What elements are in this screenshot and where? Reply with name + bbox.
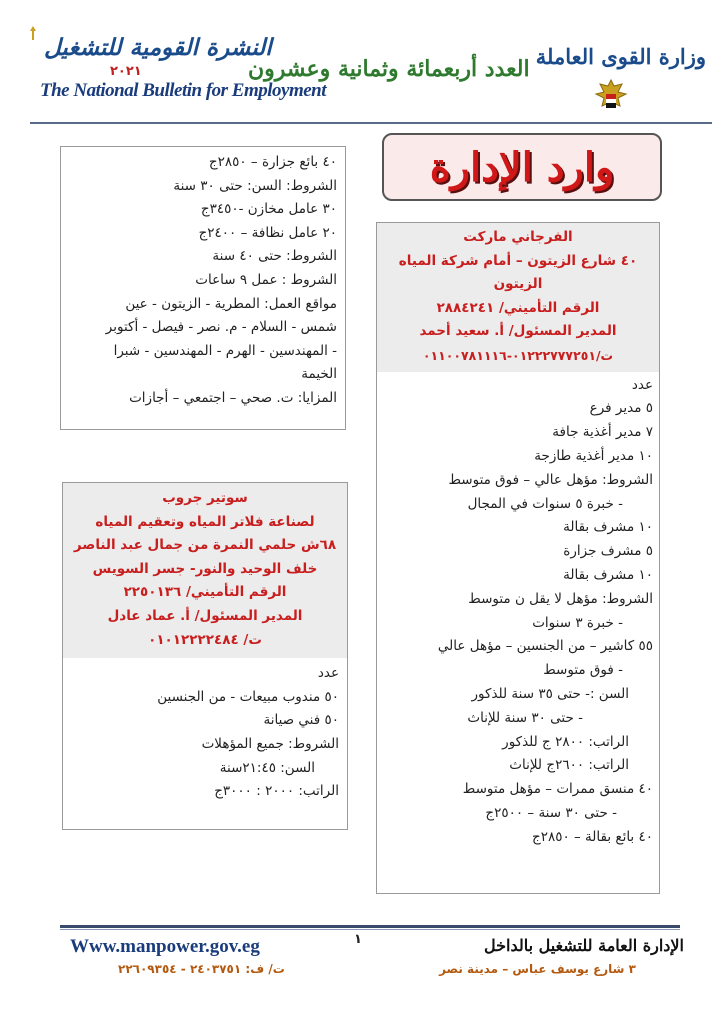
responsible-manager: المدير المسئول/ أ. سعيد أحمد [419,323,617,340]
bulletin-arabic-title: النشرة القومية للتشغيل [44,34,272,61]
department-name: الإدارة العامة للتشغيل بالداخل [483,936,684,955]
count-label: عدد [317,665,339,682]
job-line: ٥٠ فني صيانة [263,712,339,729]
company-phone: ت/ ٠١٠١٢٢٢٢٤٨٤ [148,631,262,648]
job-line: الخيمة [301,366,337,383]
job-line: ٢٠ عامل نظافة – ٢٤٠٠ج [198,224,337,241]
company-phone: ت/٠١٢٢٢٧٧٧٢٥١-٠١١٠٠٧٨١١١٦ [422,347,614,363]
department-phone: ت/ ف: ٢٤٠٣٧٥١ - ٢٢٦٠٩٣٥٤ [118,962,285,976]
job-lines [61,147,345,411]
job-line: الراتب: ٢٨٠٠ ج للذكور [502,733,629,750]
job-line: ٤٠ بائع بقالة – ٢٨٥٠ج [531,828,653,845]
header-divider [30,122,712,124]
website-link[interactable]: Www.manpower.gov.eg [70,936,260,957]
department-address: ٣ شارع يوسف عباس – مدينة نصر [439,962,636,976]
job-line: ١٠ مدير أغذية طازجة [534,447,653,464]
bulletin-year: ٢٠٢١ [110,64,142,79]
insurance-number: الرقم التأميني/ ٢٢٥٠١٣٦ [123,584,287,601]
job-line: ٤٠ منسق ممرات – مؤهل متوسط [462,781,653,798]
job-line: ٥ مدير فرع [589,400,653,417]
footer-divider [60,925,680,928]
footer-divider-thin [60,929,680,930]
job-line: ٥ مشرف جزارة [563,543,653,560]
job-line: المزايا: ت. صحي – اجتمعي – أجازات [129,389,337,406]
job-line: ٣٠ عامل مخازن -٣٤٥٠ج [200,201,337,218]
job-line: ١٠ مشرف بقالة [563,519,653,536]
job-line: الشروط: مؤهل عالي – فوق متوسط [448,471,653,488]
company-address: ٦٨ش حلمي النمرة من جمال عبد الناصر [73,537,337,554]
job-line: السن: ٢١:٤٥سنة [219,759,315,776]
eagle-emblem-icon [594,78,628,118]
ministry-name: وزارة القوى العاملة [535,44,706,69]
insurance-number: الرقم التأميني/ ٢٨٨٤٢٤١ [436,299,600,316]
company-info [63,483,347,658]
responsible-manager: المدير المسئول/ أ. عماد عادل [107,607,303,624]
job-line: ٧ مدير أغذية جافة [552,424,653,441]
count-label: عدد [631,376,653,393]
job-line: - خبرة ٥ سنوات في المجال [467,495,623,512]
job-line: الشروط: جميع المؤهلات [201,735,339,752]
job-line: الراتب: ٢٦٠٠ج للإناث [509,757,629,774]
job-line: شمس - السلام - م. نصر - فيصل - أكتوبر [105,319,337,336]
job-lines [377,372,659,850]
company-address: الزيتون [493,276,543,293]
section-title-box [382,133,662,201]
job-line: الراتب: ٢٠٠٠ : ٣٠٠٠ج [214,783,339,800]
job-line: الشروط: السن: حتى ٣٠ سنة [173,177,337,194]
job-lines [63,658,347,804]
job-line: السن :- حتى ٣٥ سنة للذكور [471,685,629,702]
job-line: - حتى ٣٠ سنة – ٢٥٠٠ج [485,804,617,821]
job-line: - خبرة ٣ سنوات [532,614,623,631]
job-line: الشروط : عمل ٩ ساعات [195,271,337,288]
job-box-fargani-market [376,222,660,894]
company-name: الفرجاني ماركت [463,229,573,245]
company-name: سوتير جروب [162,490,248,506]
job-line: الشروط: حتى ٤٠ سنة [212,248,337,265]
job-line: - حتى ٣٠ سنة للإناث [467,709,583,726]
job-line: مواقع العمل: المطرية - الزيتون - عين [125,295,337,312]
torch-icon [28,26,38,40]
job-line: ١٠ مشرف بقالة [563,566,653,583]
job-box-butchery [60,146,346,430]
job-box-sotir-group [62,482,348,830]
job-line: ٥٠ مندوب مبيعات - من الجنسين [157,688,339,705]
section-title: وارد الإدارة [429,143,615,191]
job-line: - فوق متوسط [543,662,623,679]
bulletin-english-title: The National Bulletin for Employment [40,80,327,101]
company-address: ٤٠ شارع الزيتون – أمام شركة المياه [398,252,638,269]
job-line: - المهندسين - الهرم - المهندسين - شبرا [113,342,337,359]
page-header [0,0,720,125]
company-info [377,223,659,372]
job-line: ٥٥ كاشير – من الجنسين – مؤهل عالي [437,638,653,655]
page-number: ١ [354,932,362,947]
company-address: خلف الوحيد والنور- جسر السويس [92,560,318,577]
job-line: الشروط: مؤهل لا يقل ن متوسط [468,590,653,607]
company-detail: لصناعة فلاتر المياه وتعقيم المياه [95,513,315,530]
issue-number: العدد أربعمائة وثمانية وعشرون [248,56,530,82]
job-line: ٤٠ بائع جزارة – ٢٨٥٠ج [208,154,337,170]
